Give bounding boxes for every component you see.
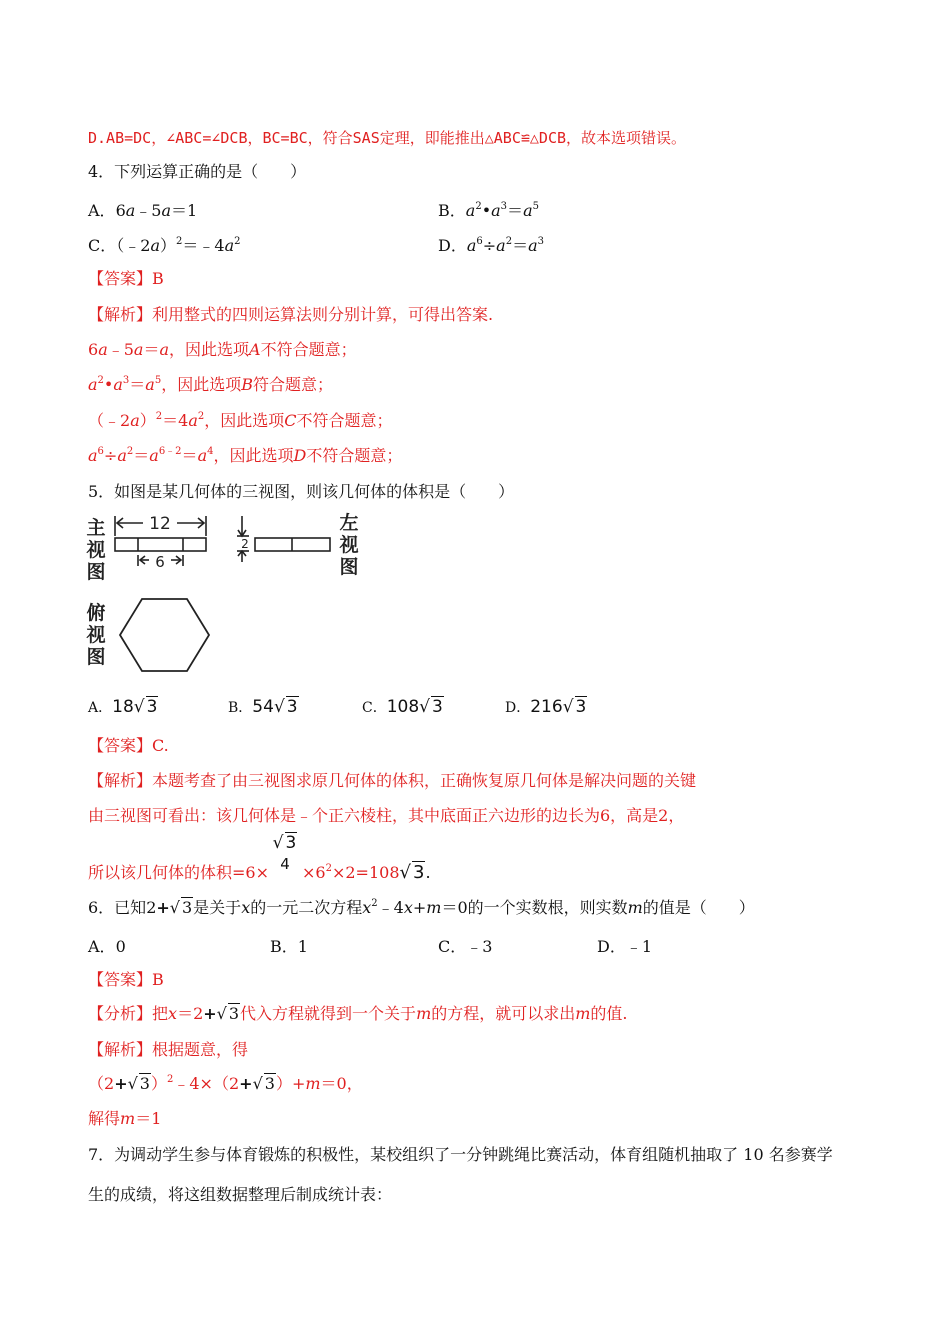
- hexagon-top-view: [120, 599, 209, 671]
- q4-option-b: B．$a^2•a^3=a^5$: [438, 201, 539, 220]
- q6-solution: 解得m＝1: [88, 1109, 162, 1128]
- front-view-label: 主 视 图: [86, 517, 106, 583]
- dim-2-label: 2: [241, 537, 249, 551]
- q7-line2: 生的成绩，将这组数据整理后制成统计表：: [88, 1185, 393, 1204]
- q6-option-b: B．1: [270, 937, 308, 956]
- three-view-drawing: [105, 508, 365, 678]
- q4-option-a: A．6a﹣5a＝1: [88, 201, 198, 220]
- q5-option-b: B．54√ 3: [228, 697, 298, 717]
- q4-option-c: C．$(﹣2a)^2=﹣4a^2$: [88, 236, 241, 255]
- q5-stem: 5．如图是某几何体的三视图，则该几何体的体积是（ ）: [88, 482, 515, 501]
- q6-answer: 【答案】B: [88, 970, 164, 989]
- q4-step-2: $a^2•a^3=a^5$，因此选项B符合题意；: [88, 375, 334, 394]
- q5-analysis-line3-tail: $\times 6^2\times 2=108√$ 3.: [302, 862, 431, 883]
- top-view-label: 俯 视 图: [86, 602, 106, 668]
- q5-analysis-line3: 所以该几何体的体积=6×: [88, 863, 269, 882]
- q5-option-c: C．108√ 3: [362, 697, 443, 717]
- q6-fenxi: 【分析】把x＝2+√ 3代入方程就得到一个关于m的方程，就可以求出m的值.: [88, 1004, 628, 1023]
- q4-step-1: 6a﹣5a＝a，因此选项A不符合题意；: [88, 340, 357, 359]
- q5-option-d: D．216√ 3: [505, 697, 587, 717]
- q5-fraction: √ 3 4: [272, 833, 297, 873]
- side-view: [237, 516, 330, 562]
- q5-option-a: A．18√ 3: [88, 697, 158, 717]
- q6-analysis: 【解析】根据题意，得: [88, 1040, 249, 1059]
- side-view-label: 左 视 图: [339, 512, 359, 578]
- q4-analysis: 【解析】利用整式的四则运算法则分别计算，可得出答案.: [88, 305, 494, 324]
- dim-12-label: 12: [149, 514, 171, 534]
- q4-stem: 4．下列运算正确的是（ ）: [88, 162, 307, 181]
- prev-solution-line: D.AB=DC，∠ABC=∠DCB，BC=BC，符合SAS定理，即能推出△ABC≌△DCB，故本选项错误。: [88, 129, 687, 147]
- q4-step-4: $a^6\div a^2=a^{6﹣2}=a^4$，因此选项D不符合题意；: [88, 446, 403, 465]
- q5-analysis-line2: 由三视图可看出：该几何体是﹣个正六棱柱，其中底面正六边形的边长为6，高是2，: [88, 806, 685, 825]
- q5-answer: 【答案】C.: [88, 736, 169, 755]
- q6-stem: 6．已知2+√ 3是关于x的一元二次方程$x^2﹣4x+m=0$的一个实数根，则实数m的值是（ ）: [88, 898, 755, 917]
- q4-step-3: $(﹣2a)^2=4a^2$，因此选项C不符合题意；: [88, 411, 393, 430]
- q6-option-a: A．0: [88, 937, 126, 956]
- q6-option-d: D．﹣1: [597, 937, 653, 956]
- dim-6-label: 6: [155, 553, 165, 571]
- q7-line1: 7．为调动学生参与体育锻炼的积极性，某校组织了一分钟跳绳比赛活动，体育组随机抽取了 10 名参赛学: [88, 1145, 833, 1164]
- q6-equation: （2+√ 3）$^2$﹣4×（2+√ 3）+m＝0，: [88, 1074, 363, 1093]
- q4-answer: 【答案】B: [88, 269, 164, 288]
- q4-option-d: D．$a^6\div a^2=a^3$: [438, 236, 545, 255]
- q5-analysis: 【解析】本题考查了由三视图求原几何体的体积，正确恢复原几何体是解决问题的关键: [88, 771, 697, 790]
- q6-option-c: C．﹣3: [438, 937, 493, 956]
